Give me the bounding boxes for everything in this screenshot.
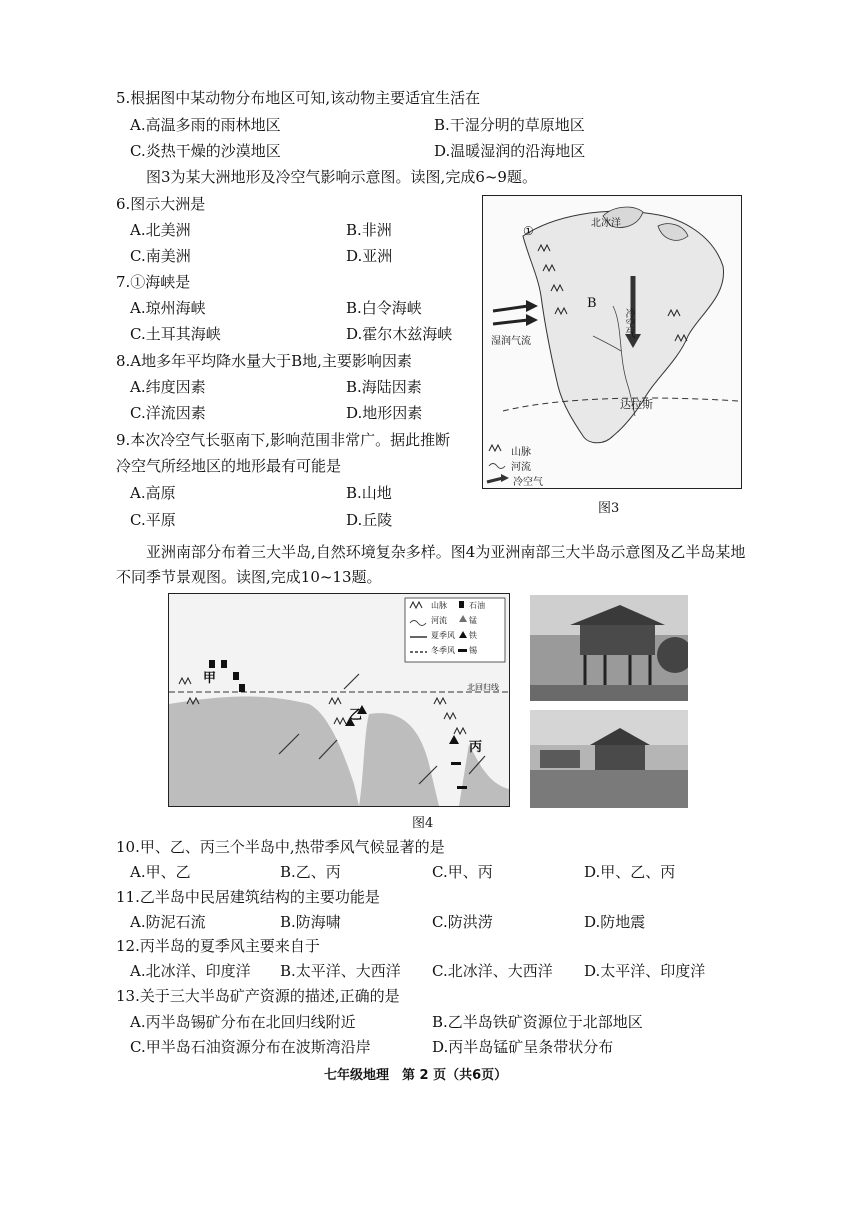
label-strait-1: ① (523, 224, 534, 238)
legend-river-4: 河流 (431, 616, 447, 625)
legend-manganese: 锰 (469, 616, 477, 625)
page-footer: 七年级地理 第 2 页（共6页） (324, 1068, 508, 1083)
photo-stilt-house-dry (530, 710, 688, 808)
q12-option-a: A.北冰洋、印度洋 (130, 962, 251, 980)
photo-stilt-house-flood (530, 595, 688, 701)
q6-option-b: B.非洲 (346, 221, 392, 239)
q6-option-d: D.亚洲 (346, 247, 393, 265)
legend-river: 河流 (511, 462, 531, 473)
q7-option-a: A.琼州海峡 (130, 299, 206, 317)
q5-option-c: C.炎热干燥的沙漠地区 (130, 142, 281, 160)
q9-option-d: D.丘陵 (346, 511, 393, 529)
figure-3-caption: 图3 (598, 501, 620, 516)
q10-option-b: B.乙、丙 (280, 863, 341, 881)
q8-option-a: A.纬度因素 (130, 378, 206, 396)
q8-option-b: B.海陆因素 (346, 378, 422, 396)
q8-option-d: D.地形因素 (346, 404, 423, 422)
q6-stem: 6.图示大洲是 (116, 195, 206, 213)
q5-option-d: D.温暖湿润的沿海地区 (434, 142, 586, 160)
legend-mountain: 山脉 (511, 447, 531, 458)
legend-oil: 石油 (469, 601, 485, 610)
label-cold-air-vertical: 冷空气 (623, 308, 634, 338)
q13-stem: 13.关于三大半岛矿产资源的描述,正确的是 (116, 987, 400, 1005)
q8-stem: 8.A地多年平均降水量大于B地,主要影响因素 (116, 352, 412, 370)
legend-iron: 铁 (469, 631, 477, 640)
south-asia-map (169, 594, 509, 806)
q5-stem: 5.根据图中某动物分布地区可知,该动物主要适宜生活在 (116, 89, 481, 107)
q7-stem: 7.①海峡是 (116, 273, 191, 291)
label-jia-peninsula: 甲 (203, 671, 217, 686)
q11-stem: 11.乙半岛中民居建筑结构的主要功能是 (116, 888, 380, 906)
label-arctic-ocean: 北冰洋 (591, 218, 621, 229)
q13-option-a: A.丙半岛锡矿分布在北回归线附近 (130, 1013, 356, 1031)
q9-option-c: C.平原 (130, 511, 176, 529)
label-tropic-of-cancer: 北回归线 (467, 683, 499, 692)
q7-option-b: B.白令海峡 (346, 299, 422, 317)
q12-option-c: C.北冰洋、大西洋 (432, 962, 553, 980)
q9-option-b: B.山地 (346, 484, 392, 502)
q9-option-a: A.高原 (130, 484, 176, 502)
q5-option-b: B.干湿分明的草原地区 (434, 116, 585, 134)
q10-option-d: D.甲、乙、丙 (584, 863, 676, 881)
q12-option-b: B.太平洋、大西洋 (280, 962, 401, 980)
q10-option-c: C.甲、丙 (432, 863, 493, 881)
figure-4-caption: 图4 (412, 816, 434, 831)
q11-option-a: A.防泥石流 (130, 913, 206, 931)
q7-option-d: D.霍尔木兹海峡 (346, 325, 453, 343)
legend-summer-monsoon: 夏季风 (431, 631, 455, 640)
figure-4-map (168, 593, 510, 807)
q5-option-a: A.高温多雨的雨林地区 (130, 116, 281, 134)
q12-stem: 12.丙半岛的夏季风主要来自于 (116, 937, 320, 955)
q10-option-a: A.甲、乙 (130, 863, 191, 881)
legend-cold-air: 冷空气 (513, 477, 543, 488)
intro-6-9: 图3为某大洲地形及冷空气影响示意图。读图,完成6~9题。 (146, 168, 537, 186)
q8-option-c: C.洋流因素 (130, 404, 206, 422)
figure-3-map (482, 195, 742, 489)
legend-mountain-4: 山脉 (431, 601, 447, 610)
legend-tin: 锡 (469, 646, 477, 655)
q9-stem-line2: 冷空气所经地区的地形最有可能是 (116, 457, 342, 475)
q7-option-c: C.土耳其海峡 (130, 325, 221, 343)
q13-option-d: D.丙半岛锰矿呈条带状分布 (432, 1038, 614, 1056)
label-moist-airflow: 湿润气流 (491, 336, 531, 347)
q6-option-a: A.北美洲 (130, 221, 191, 239)
q13-option-b: B.乙半岛铁矿资源位于北部地区 (432, 1013, 643, 1031)
q11-option-b: B.防海啸 (280, 913, 341, 931)
q9-stem-line1: 9.本次冷空气长驱南下,影响范围非常广。据此推断 (116, 431, 451, 449)
q6-option-c: C.南美洲 (130, 247, 191, 265)
label-yi-peninsula: 乙 (349, 708, 363, 723)
intro-10-13: 亚洲南部分布着三大半岛,自然环境复杂多样。图4为亚洲南部三大半岛示意图及乙半岛某地不同季节景观图。读图,完成10~13题。 (116, 543, 746, 586)
label-bing-peninsula: 丙 (469, 740, 483, 755)
label-b: B (587, 296, 597, 311)
q11-option-c: C.防洪涝 (432, 913, 493, 931)
label-dallas: 达拉斯 (620, 398, 653, 411)
q13-option-c: C.甲半岛石油资源分布在波斯湾沿岸 (130, 1038, 371, 1056)
q11-option-d: D.防地震 (584, 913, 646, 931)
q12-option-d: D.太平洋、印度洋 (584, 962, 706, 980)
legend-winter-monsoon: 冬季风 (431, 646, 455, 655)
q10-stem: 10.甲、乙、丙三个半岛中,热带季风气候显著的是 (116, 838, 445, 856)
